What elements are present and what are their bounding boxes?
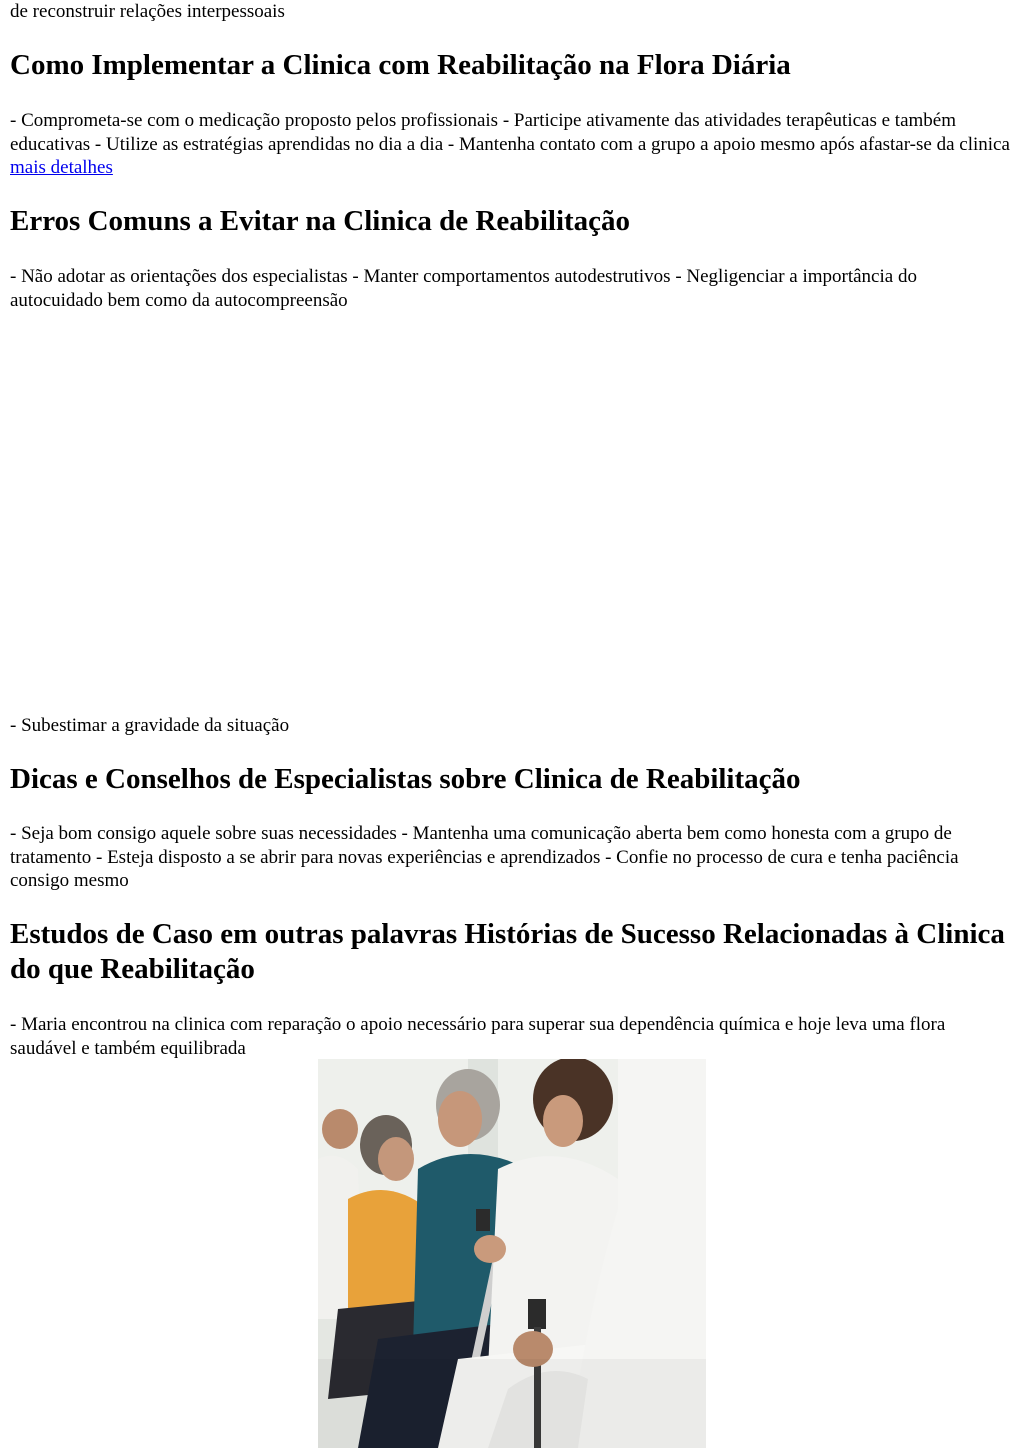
intro-tail: de reconstruir relações interpessoais — [10, 1, 285, 22]
paragraph-implement — [10, 109, 1014, 180]
heading-tips: Dicas e Conselhos de Especialistas sobre Clinica de Reabilitação — [10, 763, 801, 795]
photo-illustration — [318, 1059, 706, 1448]
paragraph-errors-continued: - Subestimar a gravidade da situação — [10, 715, 290, 736]
more-details-link[interactable]: mais detalhes — [10, 157, 113, 178]
heading-implement: Como Implementar a Clinica com Reabilitação na Flora Diária — [10, 49, 791, 81]
paragraph-errors: - Não adotar as orientações dos especialistas - Manter comportamentos autodestrutivos - Negligenciar a importância do autocuidado bem como da autocompreensão — [10, 266, 917, 311]
heading-cases: Estudos de Caso em outras palavras Histórias de Sucesso Relacionadas à Clinica do que Reabilitação — [10, 918, 1005, 985]
paragraph-tips: - Seja bom consigo aquele sobre suas necessidades - Mantenha uma comunicação aberta bem como honesta com a grupo de tratamento - Esteja disposto a se abrir para novas experiências e aprendizados - Confie no processo de cura e tenha paciência consigo mesmo — [10, 823, 959, 891]
paragraph-implement-text: - Comprometa-se com o medicação proposto pelos profissionais - Participe ativamente das atividades terapêuticas e também educativas - Utilize as estratégias aprendidas no dia a dia - Mantenha contato com a grupo a apoio mesmo após afastar-se da clinica — [10, 110, 1010, 155]
group-rehab-photo — [318, 1059, 706, 1448]
paragraph-cases: - Maria encontrou na clinica com reparação o apoio necessário para superar sua dependência química e hoje leva uma flora saudável e também equilibrada — [10, 1014, 946, 1059]
heading-errors: Erros Comuns a Evitar na Clinica de Reabilitação — [10, 205, 631, 237]
